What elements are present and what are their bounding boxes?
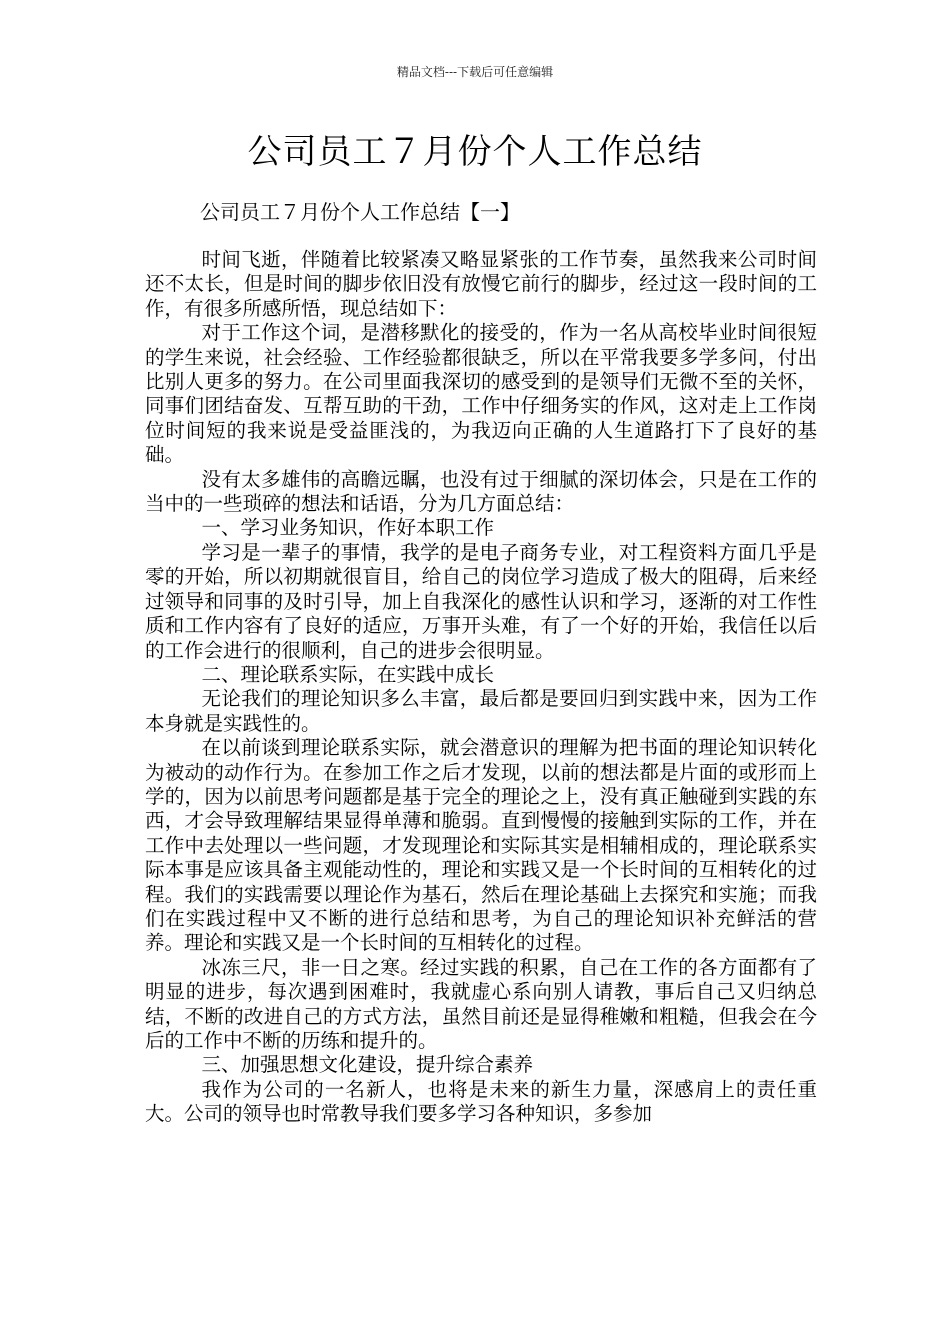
document-title: 公司员工７月份个人工作总结 [247,132,703,172]
paragraph-newcomer: 我作为公司的一名新人，也将是未来的新生力量，深感肩上的责任重大。公司的领导也时常教导我们要多学习各种知识，多参加 [145,1077,817,1126]
paragraph-progress: 冰冻三尺，非一日之寒。经过实践的积累，自己在工作的各方面都有了明显的进步，每次遇到困难时，我就虚心系向别人请教，事后自己又归纳总结，不断的改进自己的方式方法，虽然目前还是显得稚嫩和粗糙，但我会在今后的工作中不断的历练和提升的。 [145,955,817,1052]
paragraph-theory: 无论我们的理论知识多么丰富，最后都是要回归到实践中来，因为工作本身就是实践性的。 [145,687,817,735]
paragraph-practice: 在以前谈到理论联系实际，就会潜意识的理解为把书面的理论知识转化为被动的动作行为。在参加工作之后才发现，以前的想法都是片面的或形而上学的，因为以前思考问题都是基于完全的理论之上，没有真正触碰到实践的东西，才会导致理解结果显得单薄和脆弱。直到慢慢的接触到实际的工作，并在工作中去处理以一些问题，才发现理论和实际其实是相辅相成的，理论联系实际本事是应该具备主观能动性的，理论和实践又是一个长时间的互相转化的过程。我们的实践需要以理论作为基石，然后在理论基础上去探究和实施；而我们在实践过程中又不断的进行总结和思考，为自己的理论知识补充鲜活的营养。理论和实践又是一个长时间的互相转化的过程。 [145,736,817,955]
document-subtitle: 公司员工７月份个人工作总结【一】 [200,200,520,224]
section-heading-1: 一、学习业务知识，作好本职工作 [201,516,495,540]
paragraph-study: 学习是一辈子的事情，我学的是电子商务专业，对工程资料方面几乎是零的开始，所以初期就很盲目，给自己的岗位学习造成了极大的阻碍，后来经过领导和同事的及时引导，加上自我深化的感性认识和学习，逐渐的对工作性质和工作内容有了良好的适应，万事开头难，有了一个好的开始，我信任以后的工作会进行的很顺利，自己的进步会很明显。 [145,540,817,662]
paragraph-summary-intro: 没有太多雄伟的高瞻远瞩，也没有过于细腻的深切体会，只是在工作的当中的一些琐碎的想法和话语，分为几方面总结： [145,467,817,516]
section-heading-2: 二、理论联系实际，在实践中成长 [201,662,495,686]
section-heading-3: 三、加强思想文化建设，提升综合素养 [201,1053,534,1077]
paragraph-intro: 时间飞逝，伴随着比较紧凑又略显紧张的工作节奏，虽然我来公司时间还不太长，但是时间的脚步依旧没有放慢它前行的脚步，经过这一段时间的工作，有很多所感所悟，现总结如下： [145,248,817,320]
page-header: 精品文档---下载后可任意编辑 [396,65,554,79]
document-body [145,248,817,1127]
paragraph-work-attitude: 对于工作这个词，是潜移默化的接受的，作为一名从高校毕业时间很短的学生来说，社会经验、工作经验都很缺乏，所以在平常我要多学多问，付出比别人更多的努力。在公司里面我深切的感受到的是领导们无微不至的关怀，同事们团结奋发、互帮互助的干劲，工作中仔细务实的作风，这对走上工作岗位时间短的我来说是受益匪浅的，为我迈向正确的人生道路打下了良好的基础。 [145,321,817,467]
